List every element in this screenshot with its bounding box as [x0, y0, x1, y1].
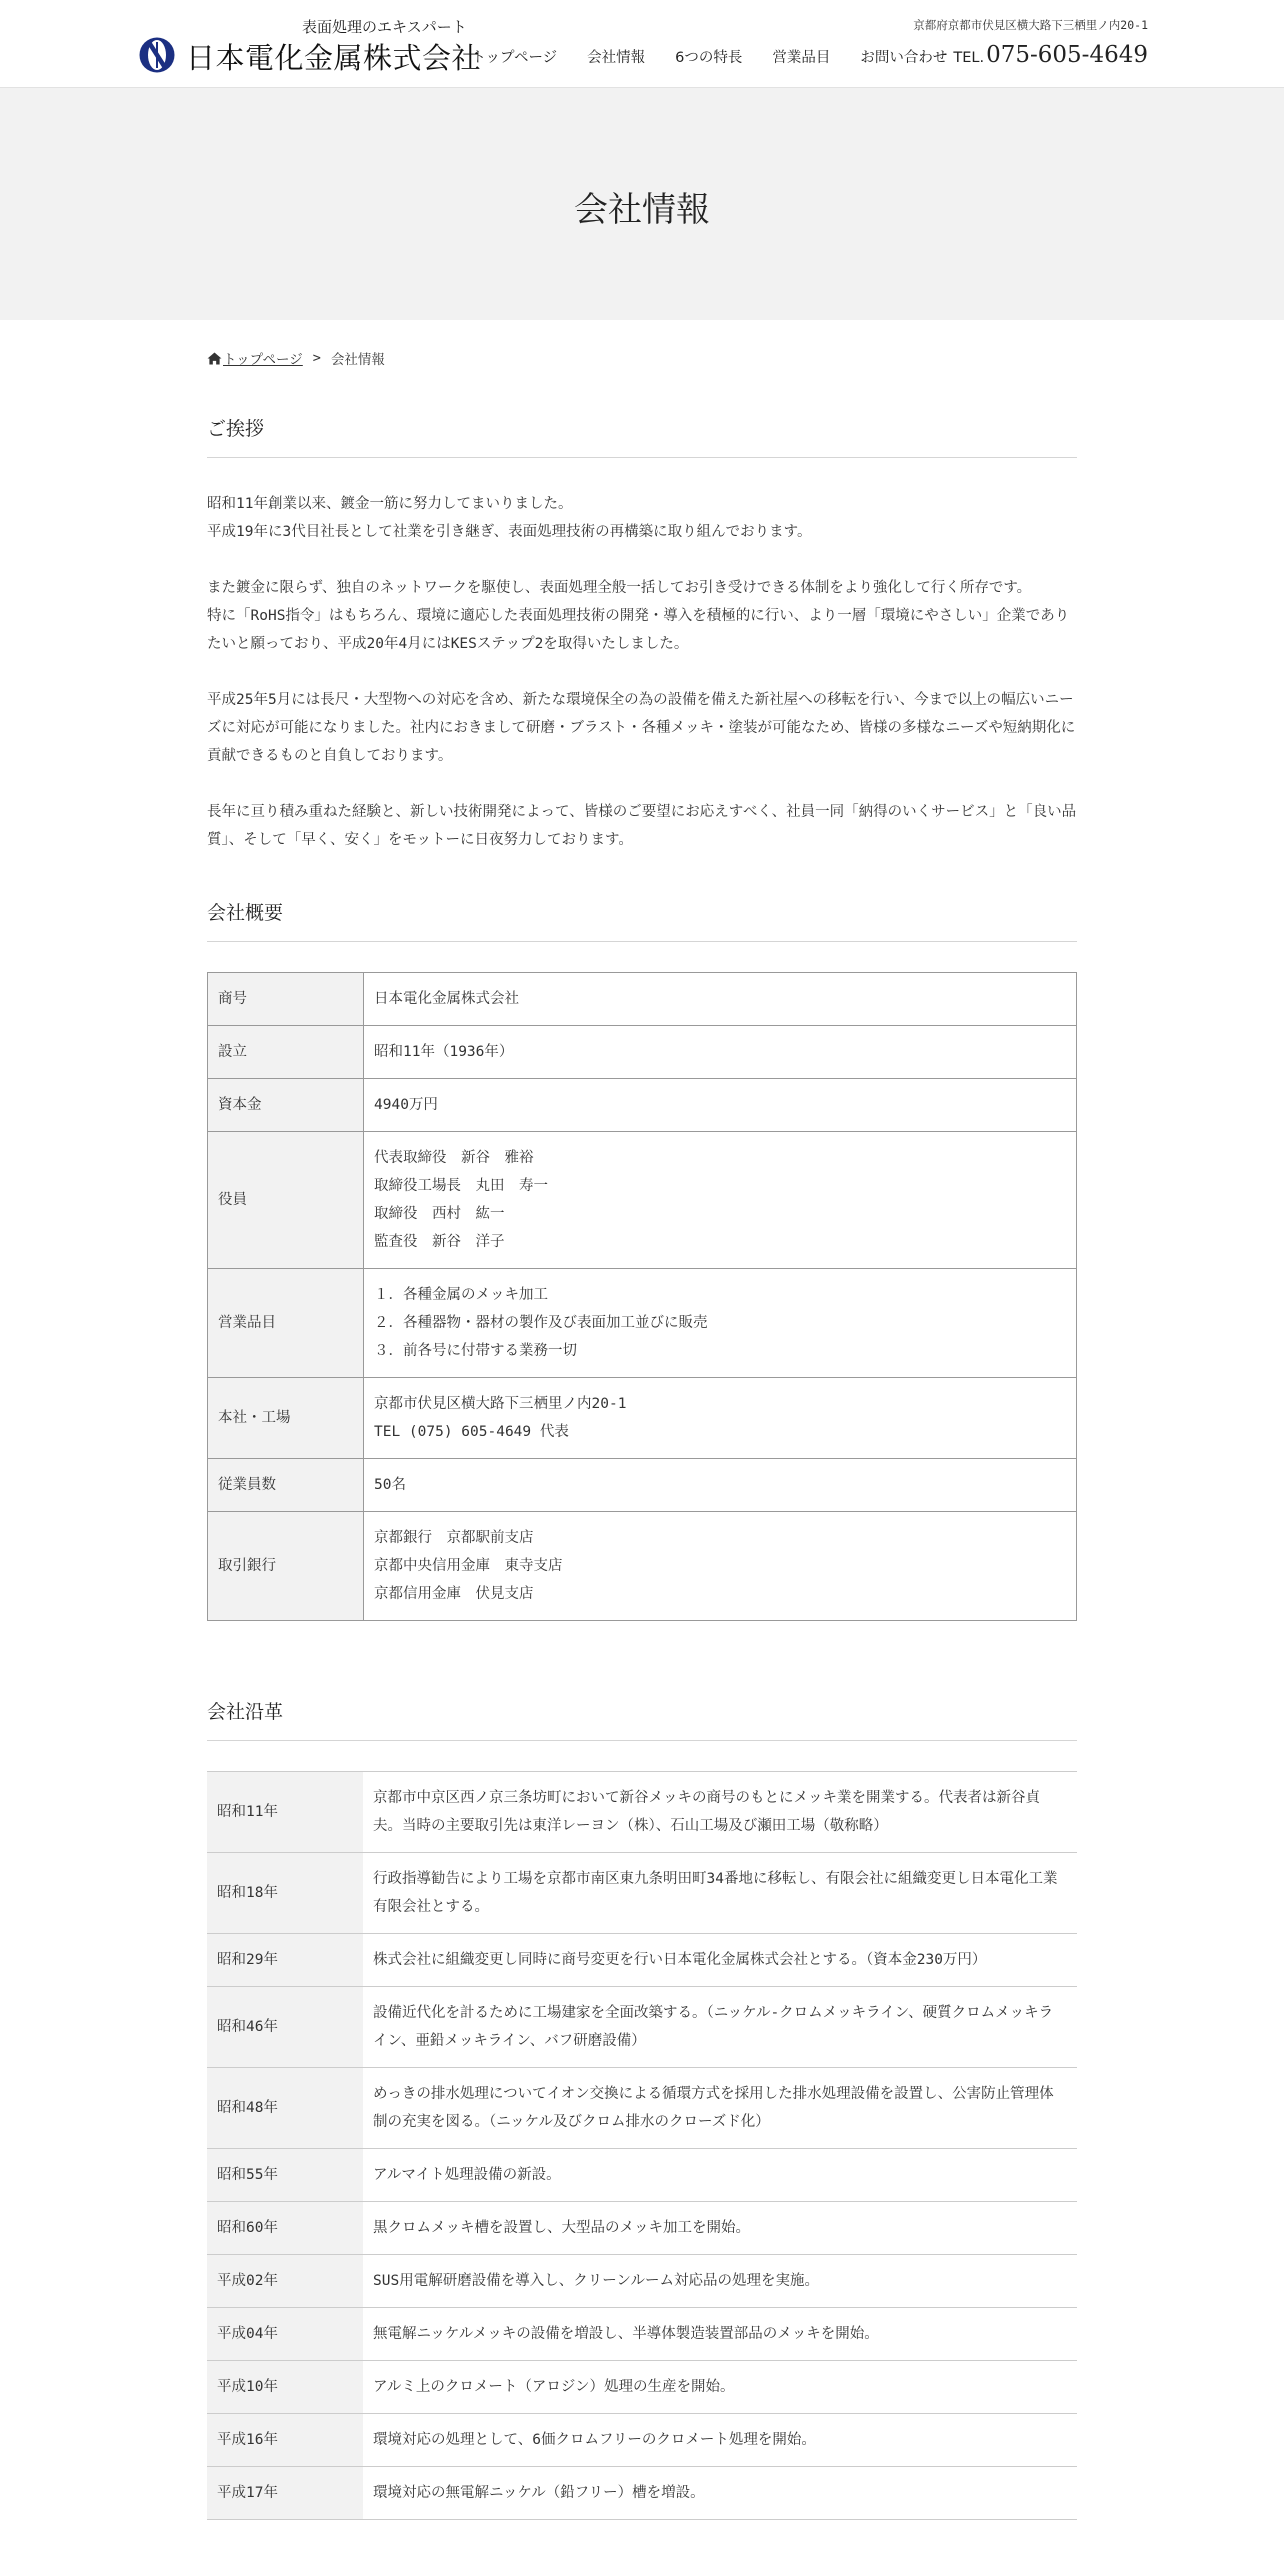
main-nav: [471, 42, 1148, 68]
history-text: 環境対応の処理として、6価クロムフリーのクロメート処理を開始。: [363, 2414, 1077, 2467]
overview-label: 設立: [208, 1026, 364, 1079]
history-text: 株式会社に組織変更し同時に商号変更を行い日本電化金属株式会社とする。（資本金230万円）: [363, 1934, 1077, 1987]
history-year: 平成02年: [207, 2255, 363, 2308]
nav-features[interactable]: 6つの特長: [675, 50, 743, 66]
tel-number[interactable]: 075-605-4649: [986, 42, 1148, 68]
overview-heading: 会社概要: [207, 898, 1077, 942]
overview-label: 商号: [208, 973, 364, 1026]
overview-table: [207, 972, 1077, 1621]
history-year: 昭和29年: [207, 1934, 363, 1987]
history-text: 京都市中京区西ノ京三条坊町において新谷メッキの商号のもとにメッキ業を開業する。代表者は新谷貞夫。当時の主要取引先は東洋レーヨン（株）、石山工場及び瀬田工場（敬称略）: [363, 1772, 1077, 1853]
overview-label: 本社・工場: [208, 1378, 364, 1459]
history-year: 昭和48年: [207, 2068, 363, 2149]
header-address: 京都府京都市伏見区横大路下三栖里ノ内20-1: [913, 18, 1148, 32]
history-row: [207, 1934, 1077, 1987]
overview-row: [208, 1459, 1077, 1512]
overview-value: 日本電化金属株式会社: [364, 973, 1077, 1026]
main-content: [207, 348, 1077, 2520]
site-logo[interactable]: [138, 14, 482, 75]
history-year: 平成04年: [207, 2308, 363, 2361]
overview-value: １．各種金属のメッキ加工 ２．各種器物・器材の製作及び表面加工並びに販売 ３．前各号に付帯する業務一切: [364, 1269, 1077, 1378]
history-year: 平成10年: [207, 2361, 363, 2414]
tel-label: TEL.: [953, 50, 985, 66]
history-row: [207, 1987, 1077, 2068]
company-logo-icon: [138, 36, 176, 74]
greeting-paragraph: また鍍金に限らず、独自のネットワークを駆使し、表面処理全般一括してお引き受けできる体制をより強化して行く所存です。 特に「RoHS指令」はもちろん、環境に適応した表面処理技術の開発・導入を積極的に行い、より一層「環境にやさしい」企業でありたいと願っており、平成20年4月にはKESステップ2を取得いたしました。: [207, 580, 1070, 652]
overview-label: 営業品目: [208, 1269, 364, 1378]
overview-label: 役員: [208, 1132, 364, 1269]
page-title: 会社情報: [574, 189, 710, 230]
nav-top[interactable]: トップページ: [471, 50, 558, 66]
overview-label: 従業員数: [208, 1459, 364, 1512]
history-text: 黒クロムメッキ槽を設置し、大型品のメッキ加工を開始。: [363, 2202, 1077, 2255]
overview-value: 京都銀行 京都駅前支店 京都中央信用金庫 東寺支店 京都信用金庫 伏見支店: [364, 1512, 1077, 1621]
history-row: [207, 2149, 1077, 2202]
breadcrumb: [207, 348, 1077, 368]
history-row: [207, 2308, 1077, 2361]
overview-row: [208, 1026, 1077, 1079]
overview-value: 昭和11年（1936年）: [364, 1026, 1077, 1079]
overview-row: [208, 1378, 1077, 1459]
history-year: 昭和46年: [207, 1987, 363, 2068]
history-heading: 会社沿革: [207, 1697, 1077, 1741]
overview-label: 取引銀行: [208, 1512, 364, 1621]
history-row: [207, 2255, 1077, 2308]
greeting-paragraph: 平成25年5月には長尺・大型物への対応を含め、新たな環境保全の為の設備を備えた新社屋への移転を行い、今まで以上の幅広いニーズに対応が可能になりました。社内におきまして研磨・ブラスト・各種メッキ・塗装が可能なため、皆様の多様なニーズや短納期化に貢献できるものと自負しております。: [207, 692, 1076, 764]
breadcrumb-separator: >: [312, 350, 321, 366]
history-row: [207, 1772, 1077, 1853]
history-year: 昭和11年: [207, 1772, 363, 1853]
history-row: [207, 2414, 1077, 2467]
overview-value: 代表取締役 新谷 雅裕 取締役工場長 丸田 寿一 取締役 西村 紘一 監査役 新谷 洋子: [364, 1132, 1077, 1269]
overview-row: [208, 1079, 1077, 1132]
history-row: [207, 2202, 1077, 2255]
history-row: [207, 2467, 1077, 2520]
overview-value: 50名: [364, 1459, 1077, 1512]
overview-row: [208, 973, 1077, 1026]
overview-row: [208, 1269, 1077, 1378]
history-year: 昭和60年: [207, 2202, 363, 2255]
breadcrumb-current: 会社情報: [330, 352, 385, 368]
overview-value: 4940万円: [364, 1079, 1077, 1132]
company-name: 日本電化金属株式会社: [186, 41, 482, 75]
overview-value: 京都市伏見区横大路下三栖里ノ内20-1 TEL (075) 605-4649 代表: [364, 1378, 1077, 1459]
site-header: [0, 0, 1284, 88]
greeting-text: [207, 490, 1077, 854]
history-text: めっきの排水処理についてイオン交換による循環方式を採用した排水処理設備を設置し、公害防止管理体制の充実を図る。（ニッケル及びクロム排水のクローズド化）: [363, 2068, 1077, 2149]
greeting-paragraph: 昭和11年創業以来、鍍金一筋に努力してまいりました。 平成19年に3代目社長として社業を引き継ぎ、表面処理技術の再構築に取り組んでおります。: [207, 496, 812, 540]
history-table: [207, 1771, 1077, 2520]
greeting-heading: ご挨拶: [207, 414, 1077, 458]
nav-company[interactable]: 会社情報: [587, 50, 646, 66]
history-year: 平成16年: [207, 2414, 363, 2467]
nav-contact[interactable]: お問い合わせ: [860, 50, 948, 66]
history-text: アルミ上のクロメート（アロジン）処理の生産を開始。: [363, 2361, 1077, 2414]
nav-products[interactable]: 営業品目: [772, 50, 831, 66]
history-text: 設備近代化を計るために工場建家を全面改築する。（ニッケル-クロムメッキライン、硬質クロムメッキライン、亜鉛メッキライン、バフ研磨設備）: [363, 1987, 1077, 2068]
history-text: SUS用電解研磨設備を導入し、クリーンルーム対応品の処理を実施。: [363, 2255, 1077, 2308]
breadcrumb-home-link[interactable]: トップページ: [223, 352, 303, 368]
history-row: [207, 1853, 1077, 1934]
overview-row: [208, 1132, 1077, 1269]
history-year: 昭和55年: [207, 2149, 363, 2202]
history-year: 平成17年: [207, 2467, 363, 2520]
history-text: 行政指導勧告により工場を京都市南区東九条明田町34番地に移転し、有限会社に組織変更し日本電化工業有限会社とする。: [363, 1853, 1077, 1934]
history-row: [207, 2068, 1077, 2149]
page-banner: [0, 88, 1284, 320]
history-text: アルマイト処理設備の新設。: [363, 2149, 1077, 2202]
greeting-paragraph: 長年に亘り積み重ねた経験と、新しい技術開発によって、皆様のご要望にお応えすべく、社員一同「納得のいくサービス」と「良い品質」、そして「早く、安く」をモットーに日夜努力しております。: [207, 804, 1077, 848]
logo-tagline: 表面処理のエキスパート: [302, 18, 467, 36]
history-text: 環境対応の無電解ニッケル（鉛フリー）槽を増設。: [363, 2467, 1077, 2520]
overview-label: 資本金: [208, 1079, 364, 1132]
history-year: 昭和18年: [207, 1853, 363, 1934]
home-icon: [207, 352, 222, 365]
history-row: [207, 2361, 1077, 2414]
history-text: 無電解ニッケルメッキの設備を増設し、半導体製造装置部品のメッキを開始。: [363, 2308, 1077, 2361]
overview-row: [208, 1512, 1077, 1621]
